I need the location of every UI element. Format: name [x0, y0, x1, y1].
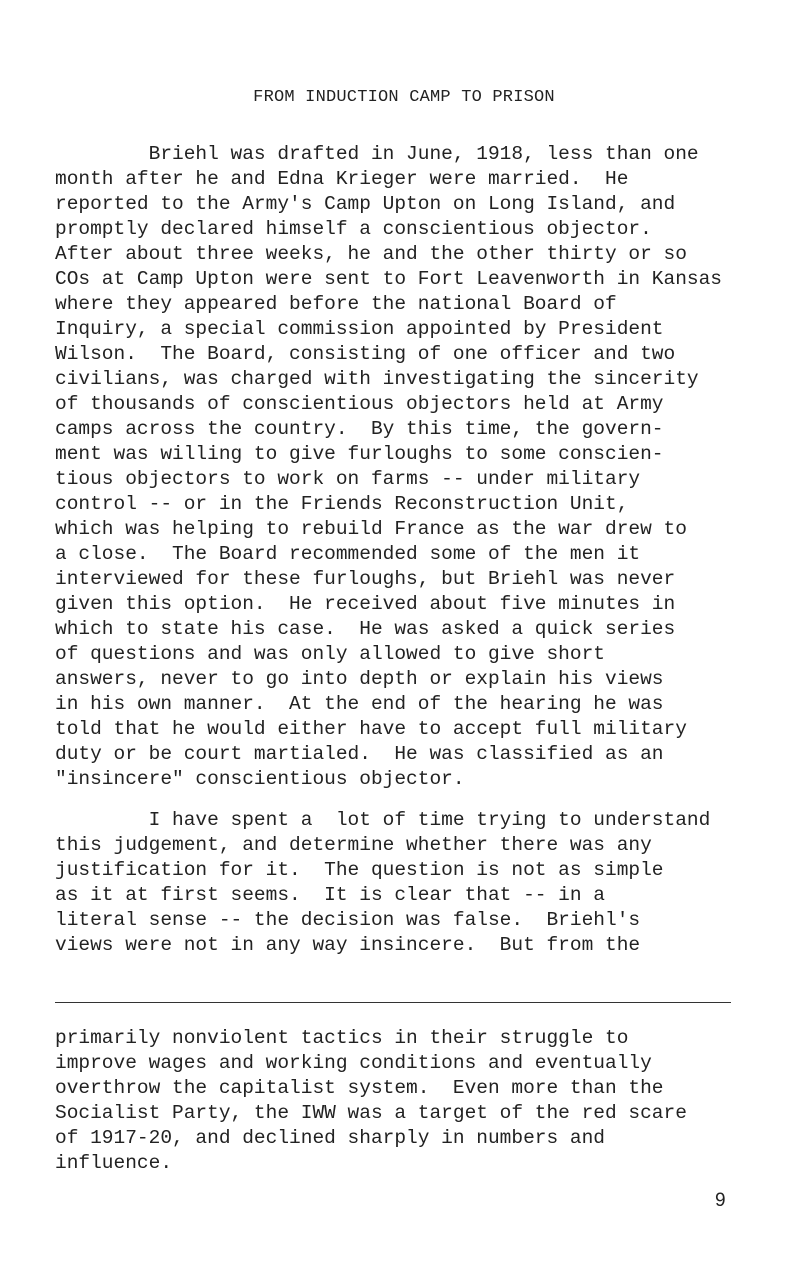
body-paragraph-1: Briehl was drafted in June, 1918, less than one month after he and Edna Krieger were married. He reported to the Army's Camp Upton on Long Island, and promptly declared himself a conscientious objector. After about three weeks, he and the other thirty or so COs at Camp Upton were sent to Fort Leavenworth in Kansas where they appeared before the national Board of Inquiry, a special commission appointed by President Wilson. The Board, consisting of one officer and two civilians, was charged with investigating the sincerity of thousands of conscientious objectors held at Army camps across the country. By this time, the govern- ment was willing to give furloughs to some conscien- tious objectors to work on farms -- under military control -- or in the Friends Reconstruction Unit, which was helping to rebuild France as the war drew to a close. The Board recommended some of the men it interviewed for these furloughs, but Briehl was never given this option. He received about five minutes in which to state his case. He was asked a quick series of questions and was only allowed to give short answers, never to go into depth or explain his views in his own manner. At the end of the hearing he was told that he would either have to accept full military duty or be court martialed. He was classified as an "insincere" conscientious objector.	[55, 143, 723, 790]
page-title: FROM INDUCTION CAMP TO PRISON	[253, 88, 555, 107]
page-number: 9	[715, 1190, 726, 1211]
footnote-text: primarily nonviolent tactics in their struggle to improve wages and working conditions and eventually overthrow the capitalist system. Even more than the Socialist Party, the IWW was a target of the red scare of 1917-20, and declined sharply in numbers and influence.	[55, 1027, 687, 1174]
body-paragraph-2: I have spent a lot of time trying to understand this judgement, and determine whether there was any justification for it. The question is not as simple as it at first seems. It is clear that -- in a literal sense -- the decision was false. Briehl's views were not in any way insincere. But from the	[55, 809, 711, 956]
footnote-divider	[55, 1002, 731, 1003]
